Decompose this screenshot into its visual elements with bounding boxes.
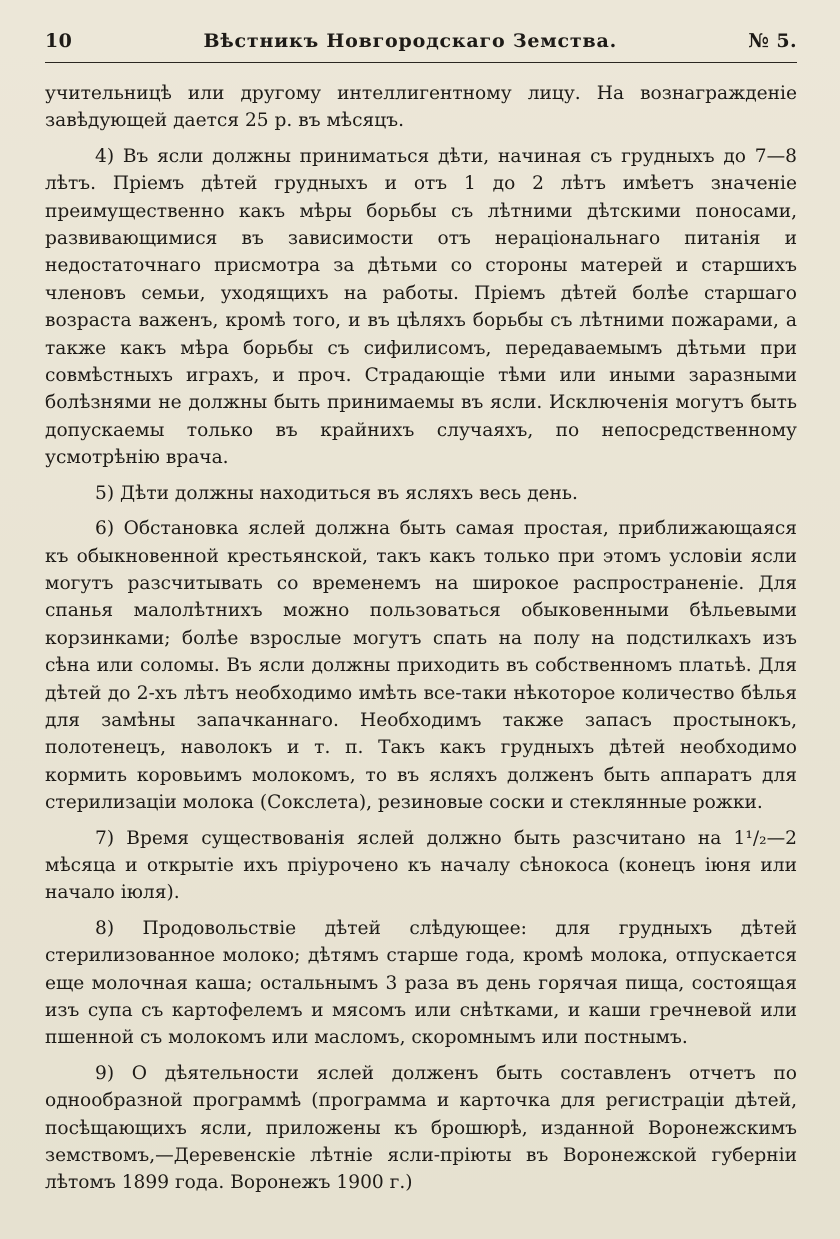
page-header [45, 30, 797, 60]
paragraph-item-7: 7) Время существованія яслей должно быть разсчитано на 1¹/₂—2 мѣсяца и открытіе ихъ пріурочено къ началу сѣнокоса (конецъ іюня или начало іюля). [45, 827, 797, 904]
journal-title: Вѣстникъ Новгородскаго Земства. [203, 30, 618, 52]
paragraph-item-5: 5) Дѣти должны находиться въ ясляхъ весь день. [95, 482, 578, 504]
issue-number: № 5. [748, 30, 797, 52]
paragraph-item-8: 8) Продовольствіе дѣтей слѣдующее: для грудныхъ дѣтей стерилизованное молоко; дѣтямъ старше года, кромѣ молока, отпускается еще молочная каша; остальнымъ 3 раза въ день горячая пища, состоящая изъ супа съ картофелемъ и мясомъ или снѣтками, и каши гречневой или пшенной съ молокомъ или масломъ, скоромнымъ или постнымъ. [45, 917, 797, 1049]
page-body [45, 80, 797, 1197]
paragraph-item-9: 9) О дѣятельности яслей долженъ быть составленъ отчетъ по однообразной программѣ (программа и карточка для регистраціи дѣтей, посѣщающихъ ясли, приложены къ брошюрѣ, изданной Воронежскимъ земствомъ,—Деревенскіе лѣтніе ясли-пріюты въ Воронежской губерніи лѣтомъ 1899 года. Воронежъ 1900 г.) [45, 1062, 797, 1194]
paragraph-item-6: 6) Обстановка яслей должна быть самая простая, приближающаяся къ обыкновенной крестьянской, такъ какъ только при этомъ условіи ясли могутъ разсчитывать со временемъ на широкое распространеніе. Для спанья малолѣтнихъ можно пользоваться обыковенными бѣльевыми корзинками; болѣе взрослые могутъ спать на полу на подстилкахъ изъ сѣна или соломы. Въ ясли должны приходить въ собственномъ платьѣ. Для дѣтей до 2-хъ лѣтъ необходимо имѣть все-таки нѣкоторое количество бѣлья для замѣны запачканнаго. Необходимъ также запасъ простынокъ, полотенецъ, наволокъ и т. п. Такъ какъ грудныхъ дѣтей необходимо кормить коровьимъ молокомъ, то въ ясляхъ долженъ быть аппаратъ для стерилизаціи молока (Сокслета), резиновые соски и стеклянные рожки. [45, 518, 797, 814]
paragraph-item-4: 4) Въ ясли должны приниматься дѣти, начиная съ грудныхъ до 7—8 лѣтъ. Пріемъ дѣтей грудныхъ и отъ 1 до 2 лѣтъ имѣетъ значеніе преимущественно какъ мѣры борьбы съ лѣтними дѣтскими поносами, развивающимися въ зависимости отъ нераціональнаго питанія и недостаточнаго присмотра за дѣтьми со стороны матерей и старшихъ членовъ семьи, уходящихъ на работы. Пріемъ дѣтей болѣе старшаго возраста важенъ, кромѣ того, и въ цѣляхъ борьбы съ лѣтними пожарами, а также какъ мѣра борьбы съ сифилисомъ, передаваемымъ дѣтьми при совмѣстныхъ играхъ, и проч. Страдающіе тѣми или иными заразными болѣзнями не должны быть принимаемы въ ясли. Исключенія могутъ быть допускаемы только въ крайнихъ случаяхъ, по непосредственному усмотрѣнію врача. [45, 145, 797, 469]
paragraph-continued: учительницѣ или другому интеллигентному лицу. На вознагражденіе завѣдующей дается 25 р. въ мѣсяцъ. [45, 83, 797, 132]
header-rule [45, 62, 797, 63]
page-number: 10 [45, 30, 73, 52]
